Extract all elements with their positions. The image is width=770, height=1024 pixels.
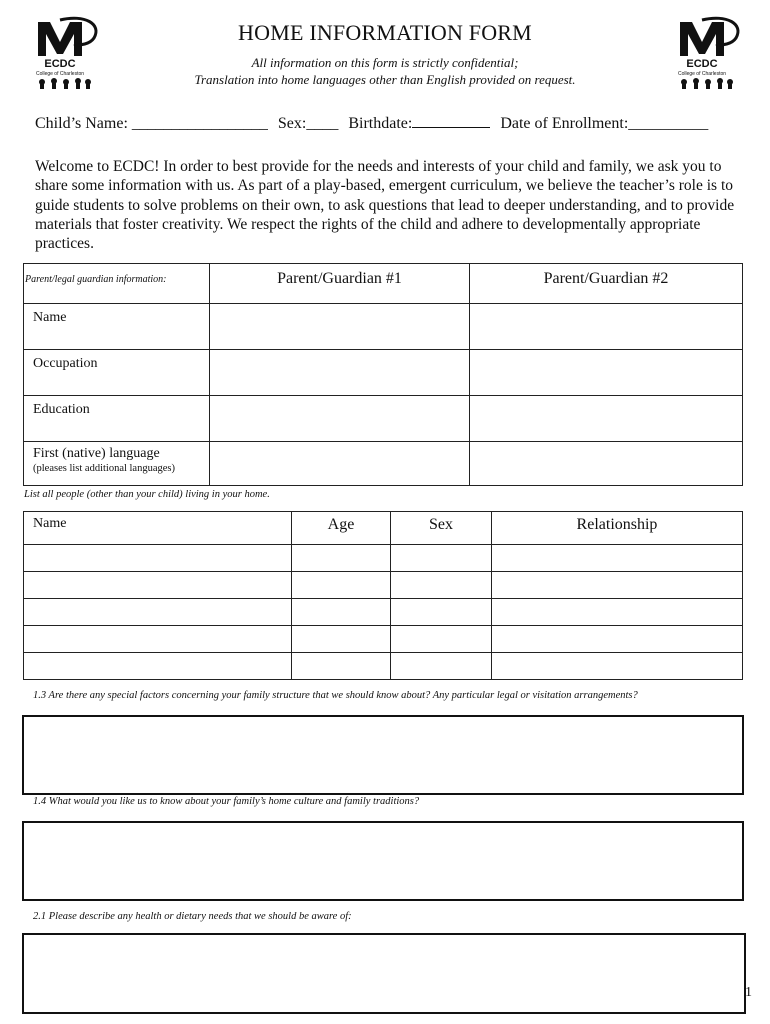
- birthdate-field[interactable]: [412, 113, 490, 128]
- household-name-header: Name: [24, 512, 292, 545]
- guardian-2-occupation-cell[interactable]: [470, 350, 743, 396]
- guardian-2-education-cell[interactable]: [470, 396, 743, 442]
- child-name-field[interactable]: Child’s Name: _________________: [35, 115, 268, 132]
- language-label-text: First (native) language: [33, 446, 160, 461]
- household-cell[interactable]: [292, 545, 391, 572]
- enrollment-date-field[interactable]: Date of Enrollment:__________: [500, 115, 709, 132]
- table-row: [24, 545, 743, 572]
- translation-note: Translation into home languages other than English provided on request.: [194, 72, 576, 87]
- guardian-1-occupation-cell[interactable]: [210, 350, 470, 396]
- svg-text:College of Charleston: College of Charleston: [35, 71, 85, 77]
- answer-box-1-3[interactable]: [22, 715, 744, 795]
- household-cell[interactable]: [391, 545, 492, 572]
- household-cell[interactable]: [292, 572, 391, 599]
- welcome-paragraph: Welcome to ECDC! In order to best provide for the needs and interests of your child and family, we ask you to share some information with us. As part of a play-based, emergent curriculum, we believe the teacher’s role is to guide students to solve problems on their own, to ask questions that lead to deeper understanding, and to provide materials that foster creativity. We respect the rights of the child and adhere to developmentally appropriate practices.: [35, 158, 735, 253]
- household-cell[interactable]: [292, 599, 391, 626]
- guardian-table: [23, 263, 743, 486]
- household-cell[interactable]: [292, 626, 391, 653]
- household-cell[interactable]: [391, 653, 492, 680]
- question-1-4: 1.4 What would you like us to know about your family’s home culture and family traditions?: [33, 796, 420, 807]
- form-title: HOME INFORMATION FORM: [238, 20, 532, 45]
- language-note: (pleases list additional languages): [33, 463, 176, 474]
- table-row: [24, 626, 743, 653]
- table-row: [24, 599, 743, 626]
- guardian-language-label: [24, 442, 210, 486]
- household-cell[interactable]: [492, 545, 743, 572]
- question-2-1: 2.1 Please describe any health or dietary needs that we should be aware of:: [33, 911, 352, 922]
- guardian-name-label: Name: [24, 304, 210, 350]
- birthdate-label: Birthdate:: [348, 115, 413, 132]
- child-info-line: [35, 113, 714, 133]
- answer-box-1-4[interactable]: [22, 821, 744, 901]
- household-cell[interactable]: [391, 599, 492, 626]
- household-cell[interactable]: [24, 545, 292, 572]
- household-age-header: Age: [292, 512, 391, 545]
- guardian-header-label: Parent/legal guardian information:: [24, 264, 210, 304]
- household-prompt: List all people (other than your child) living in your home.: [24, 489, 270, 500]
- household-relationship-header: Relationship: [492, 512, 743, 545]
- guardian-1-education-cell[interactable]: [210, 396, 470, 442]
- household-cell[interactable]: [391, 626, 492, 653]
- svg-text:College of Charleston: College of Charleston: [677, 71, 727, 77]
- guardian-2-name-cell[interactable]: [470, 304, 743, 350]
- confidential-note: All information on this form is strictly confidential;: [251, 55, 519, 70]
- guardian-education-label: Education: [24, 396, 210, 442]
- household-cell[interactable]: [24, 626, 292, 653]
- household-cell[interactable]: [24, 653, 292, 680]
- household-cell[interactable]: [24, 599, 292, 626]
- page-number: 1: [745, 985, 752, 1000]
- guardian-2-header: Parent/Guardian #2: [470, 264, 743, 304]
- answer-box-2-1[interactable]: [22, 933, 746, 1014]
- table-row: [24, 572, 743, 599]
- guardian-1-language-cell[interactable]: [210, 442, 470, 486]
- household-cell[interactable]: [492, 572, 743, 599]
- svg-text:ECDC: ECDC: [686, 58, 718, 70]
- household-cell[interactable]: [492, 653, 743, 680]
- household-cell[interactable]: [24, 572, 292, 599]
- household-sex-header: Sex: [391, 512, 492, 545]
- child-sex-field[interactable]: Sex:____: [277, 115, 339, 132]
- guardian-occupation-label: Occupation: [24, 350, 210, 396]
- svg-text:ECDC: ECDC: [44, 58, 76, 70]
- household-table: [23, 511, 743, 680]
- table-row: [24, 653, 743, 680]
- question-1-3: 1.3 Are there any special factors concerning your family structure that we should know about? Any particular legal or visitation arrangements?: [33, 690, 638, 701]
- household-cell[interactable]: [292, 653, 391, 680]
- guardian-2-language-cell[interactable]: [470, 442, 743, 486]
- guardian-1-header: Parent/Guardian #1: [210, 264, 470, 304]
- guardian-1-name-cell[interactable]: [210, 304, 470, 350]
- household-cell[interactable]: [492, 626, 743, 653]
- household-cell[interactable]: [492, 599, 743, 626]
- household-cell[interactable]: [391, 572, 492, 599]
